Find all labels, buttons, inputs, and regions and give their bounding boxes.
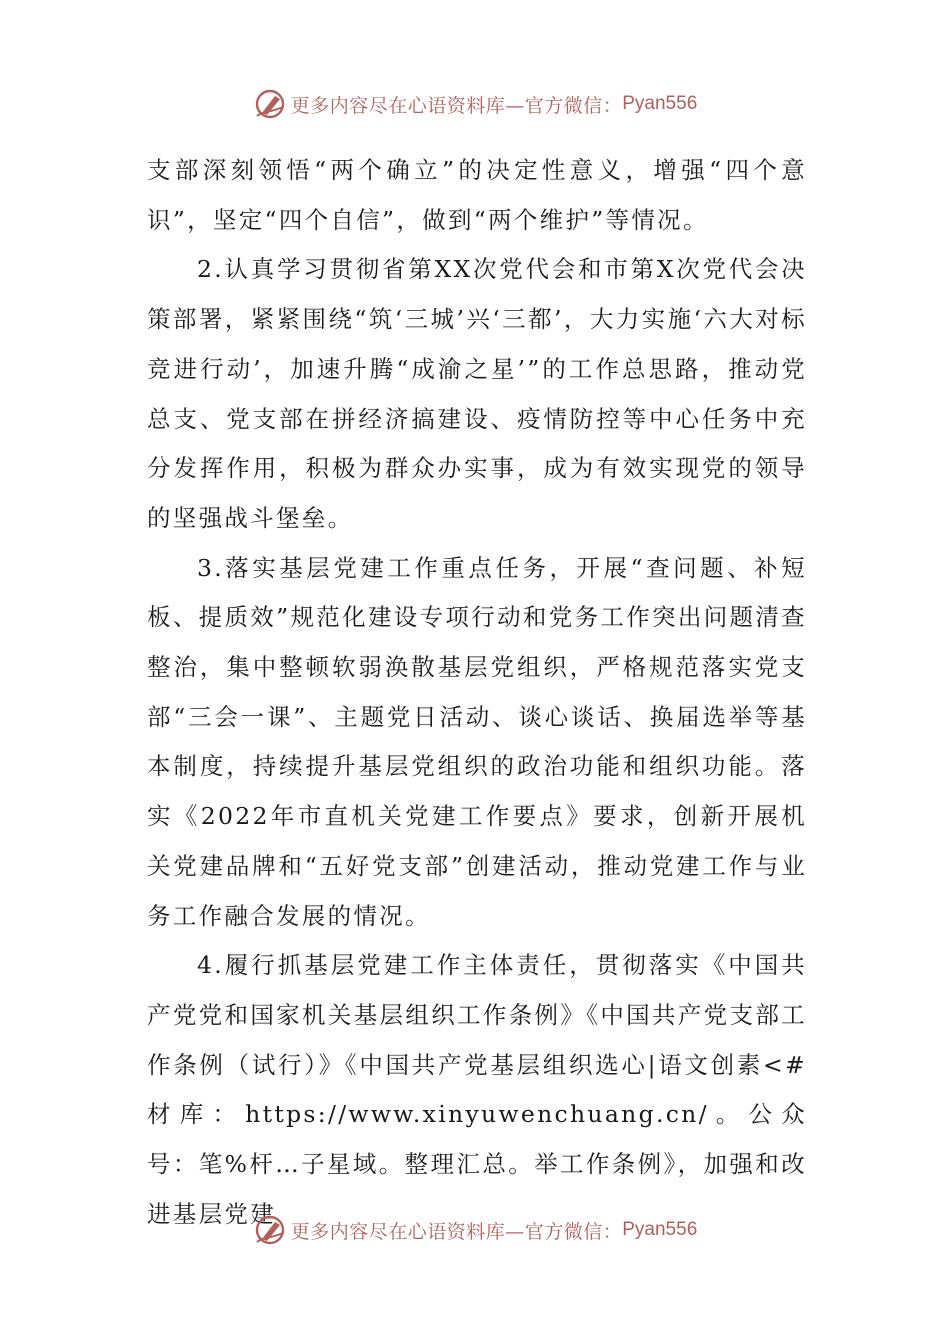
header-banner — [0, 84, 950, 124]
document-body — [147, 146, 807, 1239]
footer-banner — [0, 1210, 950, 1250]
paragraph-item-4: 4.履行抓基层党建工作主体责任，贯彻落实《中国共产党党和国家机关基层组织工作条例》《中国共产党支部工作条例（试行）》《中国共产党基层组织选心|语文创素<#材库：https://www.xinyuwenchuang.cn/。公众号：笔%杆…子星域。整理汇总。举工作条例》，加强和改进基层党建 — [147, 951, 807, 1228]
footer-banner-text: 更多内容尽在心语资料库—官方微信： — [290, 1220, 623, 1243]
paragraph-item-3: 3.落实基层党建工作重点任务，开展“查问题、补短板、提质效”规范化建设专项行动和党务工作突出问题清查整治，集中整顿软弱涣散基层党组织，严格规范落实党支部“三会一课”、主题党日活动、谈心谈话、换届选举等基本制度，持续提升基层党组织的政治功能和组织功能。落实《2022年市直机关党建工作要点》要求，创新开展机关党建品牌和“五好党支部”创建活动，推动党建工作与业务工作融合发展的情况。 — [147, 553, 807, 930]
pen-nib-logo-icon — [253, 1213, 287, 1247]
paragraph-continuation: 支部深刻领悟“两个确立”的决定性意义，增强“四个意识”，坚定“四个自信”，做到“两个维护”等情况。 — [147, 156, 807, 234]
pen-nib-logo-icon — [253, 87, 287, 121]
header-banner-wechat-id: Pyan556 — [622, 93, 698, 114]
paragraph-item-2: 2.认真学习贯彻省第XX次党代会和市第X次党代会决策部署，紧紧围绕“筑‘三城’兴‘三都’，大力实施‘六大对标竞进行动’，加速升腾“成渝之星’”的工作总思路，推动党总支、党支部在拼经济搞建设、疫情防控等中心任务中充分发挥作用，积极为群众办实事，成为有效实现党的领导的坚强战斗堡垒。 — [147, 255, 807, 532]
footer-banner-wechat-id: Pyan556 — [622, 1219, 698, 1240]
header-banner-text: 更多内容尽在心语资料库—官方微信： — [290, 94, 623, 117]
